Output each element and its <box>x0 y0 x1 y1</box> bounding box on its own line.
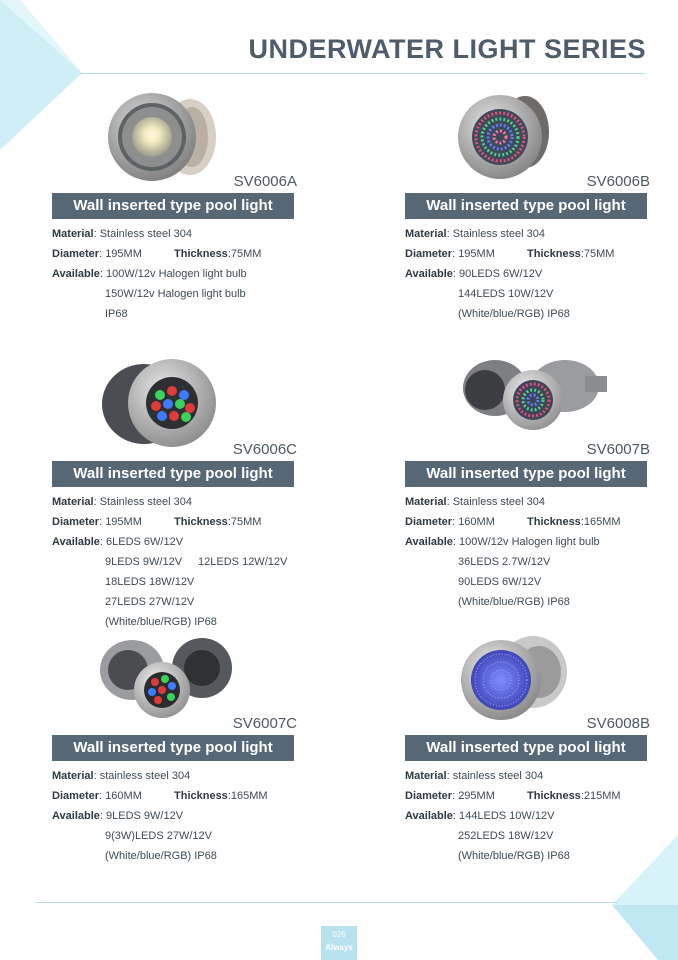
available-option: 252LEDS 18W/12V <box>458 830 554 842</box>
spec-label: Available <box>52 268 100 280</box>
thickness-spec <box>174 512 261 532</box>
spec-value: : 160MM <box>452 516 495 528</box>
available-row <box>405 806 678 826</box>
thickness-spec <box>527 512 621 532</box>
spec-label: Material <box>52 496 94 508</box>
available-option: 144LEDS 10W/12V <box>458 288 554 300</box>
model-number: SV6007C <box>232 715 297 732</box>
product-photo <box>405 632 650 752</box>
available-row <box>52 264 352 284</box>
spec-label: Material <box>405 770 447 782</box>
spec-label: Diameter <box>405 516 453 528</box>
spec-value: : 90LEDS 6W/12V <box>452 268 543 280</box>
spec-value: : 295MM <box>452 790 495 802</box>
available-option: 36LEDS 2.7W/12V <box>458 556 551 568</box>
thickness-spec <box>174 244 261 264</box>
spec-value: :75MM <box>580 248 615 260</box>
spec-label: Available <box>52 536 100 548</box>
spec-list <box>405 492 678 612</box>
model-number: SV6006C <box>232 441 297 458</box>
material-row <box>405 492 678 512</box>
spec-value: : 195MM <box>99 248 142 260</box>
available-option: 150W/12v Halogen light bulb <box>105 288 246 300</box>
thickness-spec <box>174 786 268 806</box>
spec-value: : stainless steel 304 <box>93 770 191 782</box>
spec-value: : 144LEDS 10W/12V <box>452 810 555 822</box>
page-title: UNDERWATER LIGHT SERIES <box>248 34 646 64</box>
diameter-row <box>405 512 678 532</box>
spec-value: : 9LEDS 9W/12V <box>99 810 184 822</box>
available-option-extra: 12LEDS 12W/12V <box>198 556 288 568</box>
model-number: SV6007B <box>586 441 650 458</box>
product-photo <box>405 358 650 478</box>
spec-label: Available <box>52 810 100 822</box>
spec-list <box>52 492 352 632</box>
spec-value: : Stainless steel 304 <box>93 228 193 240</box>
model-number: SV6006A <box>233 173 297 190</box>
material-row <box>405 224 678 244</box>
available-option: IP68 <box>105 308 128 320</box>
spec-label: Thickness <box>527 790 581 802</box>
spec-value: : 195MM <box>452 248 495 260</box>
product-photo <box>52 90 297 210</box>
page-badge <box>321 926 357 960</box>
available-row <box>52 532 352 552</box>
model-number: SV6008B <box>586 715 650 732</box>
title-divider <box>80 73 646 74</box>
spec-label: Material <box>52 228 94 240</box>
product-banner: Wall inserted type pool light <box>405 193 647 219</box>
spec-value: : Stainless steel 304 <box>93 496 193 508</box>
available-row <box>405 264 678 284</box>
spec-label: Thickness <box>174 248 228 260</box>
spec-label: Thickness <box>527 248 581 260</box>
spec-value: :75MM <box>227 516 262 528</box>
product-banner: Wall inserted type pool light <box>405 735 647 761</box>
footer-divider <box>36 902 618 903</box>
available-option: (White/blue/RGB) IP68 <box>458 596 570 608</box>
spec-list <box>405 224 678 324</box>
material-row <box>52 492 352 512</box>
spec-label: Thickness <box>174 790 228 802</box>
spec-label: Available <box>405 810 453 822</box>
material-row <box>405 766 678 786</box>
spec-label: Diameter <box>52 790 100 802</box>
diameter-row <box>405 786 678 806</box>
product-photo <box>52 358 297 478</box>
diameter-row <box>405 244 678 264</box>
spec-list <box>52 766 352 866</box>
spec-label: Diameter <box>52 248 100 260</box>
product-photo <box>52 632 297 752</box>
available-option: 18LEDS 18W/12V <box>105 576 195 588</box>
spec-label: Available <box>405 268 453 280</box>
product-banner: Wall inserted type pool light <box>405 461 647 487</box>
available-option: (White/blue/RGB) IP68 <box>458 850 570 862</box>
spec-label: Diameter <box>405 790 453 802</box>
thickness-spec <box>527 786 621 806</box>
spec-value: : stainless steel 304 <box>446 770 544 782</box>
available-option: 90LEDS 6W/12V <box>458 576 542 588</box>
spec-value: : Stainless steel 304 <box>446 496 546 508</box>
spec-label: Diameter <box>405 248 453 260</box>
diameter-row <box>52 512 352 532</box>
thickness-spec <box>527 244 614 264</box>
available-option: 9(3W)LEDS 27W/12V <box>105 830 212 842</box>
available-option <box>52 552 352 572</box>
spec-value: :165MM <box>580 516 621 528</box>
available-option-text: 9LEDS 9W/12V <box>105 556 183 568</box>
spec-label: Material <box>405 228 447 240</box>
material-row <box>52 766 352 786</box>
diameter-row <box>52 786 352 806</box>
available-option: (White/blue/RGB) IP68 <box>458 308 570 320</box>
spec-list <box>52 224 352 324</box>
available-row <box>52 806 352 826</box>
spec-value: : 160MM <box>99 790 142 802</box>
spec-value: : 195MM <box>99 516 142 528</box>
product-banner: Wall inserted type pool light <box>52 193 294 219</box>
spec-value: : 100W/12v Halogen light bulb <box>452 536 600 548</box>
spec-value: :215MM <box>580 790 621 802</box>
spec-value: : Stainless steel 304 <box>446 228 546 240</box>
product-banner: Wall inserted type pool light <box>52 461 294 487</box>
brand-logo: Always <box>325 943 353 952</box>
diameter-row <box>52 244 352 264</box>
spec-label: Available <box>405 536 453 548</box>
spec-value: : 100W/12v Halogen light bulb <box>99 268 247 280</box>
available-option: (White/blue/RGB) IP68 <box>105 616 217 628</box>
spec-value: :165MM <box>227 790 268 802</box>
model-number: SV6006B <box>586 173 650 190</box>
spec-label: Material <box>405 496 447 508</box>
spec-label: Diameter <box>52 516 100 528</box>
spec-label: Material <box>52 770 94 782</box>
material-row <box>52 224 352 244</box>
spec-value: : 6LEDS 6W/12V <box>99 536 184 548</box>
product-photo <box>405 90 650 210</box>
available-option: (White/blue/RGB) IP68 <box>105 850 217 862</box>
spec-label: Thickness <box>527 516 581 528</box>
spec-label: Thickness <box>174 516 228 528</box>
page-number: 026 <box>332 930 346 939</box>
available-row <box>405 532 678 552</box>
product-banner: Wall inserted type pool light <box>52 735 294 761</box>
spec-value: :75MM <box>227 248 262 260</box>
spec-list <box>405 766 678 866</box>
available-option: 27LEDS 27W/12V <box>105 596 195 608</box>
